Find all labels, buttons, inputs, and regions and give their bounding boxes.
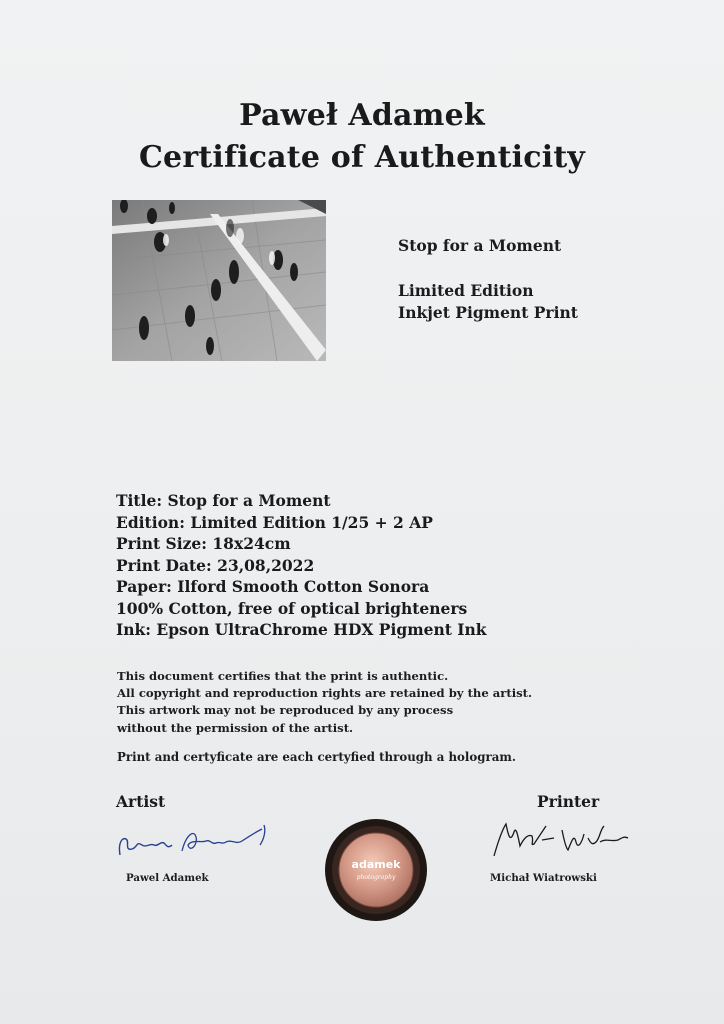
printer-name: Michał Wiatrowski (490, 872, 597, 884)
printer-role-label: Printer (537, 792, 600, 811)
legal-line: without the permission of the artist. (117, 720, 354, 735)
print-type: Inkjet Pigment Print (398, 303, 578, 322)
artwork-photo (112, 200, 326, 361)
printer-signature (488, 812, 638, 862)
detail-print-size: Print Size: 18x24cm (116, 534, 291, 553)
detail-edition: Edition: Limited Edition 1/25 + 2 AP (116, 512, 433, 532)
legal-statement (117, 668, 532, 737)
edition-type: Limited Edition (398, 281, 534, 300)
detail-ink: Ink: Epson UltraChrome HDX Pigment Ink (116, 620, 487, 639)
street-photo-icon (112, 200, 326, 361)
seal-sub: photography (356, 874, 396, 881)
details-list (116, 490, 487, 641)
artwork-side-title: Stop for a Moment (398, 236, 562, 255)
artist-role-label: Artist (116, 792, 166, 811)
hologram-seal (324, 818, 428, 922)
artist-name: Pawel Adamek (126, 872, 209, 884)
hologram-note: Print and certyficate are each certyfied through a hologram. (117, 750, 516, 764)
legal-line: This document certifies that the print is authentic. (117, 669, 449, 683)
detail-paper: Paper: Ilford Smooth Cotton Sonora (116, 577, 430, 596)
detail-paper-spec: 100% Cotton, free of optical brighteners (116, 598, 468, 618)
certificate-title: Certificate of Authenticity (138, 140, 586, 175)
legal-line: All copyright and reproduction rights are retained by the artist. (117, 686, 533, 701)
artist-signature (112, 815, 282, 863)
seal-brand: adamek (351, 858, 401, 871)
artist-name-heading: Paweł Adamek (239, 98, 485, 133)
legal-line: This artwork may not be reproduced by any process (117, 703, 454, 718)
detail-print-date: Print Date: 23,08,2022 (116, 555, 315, 575)
detail-title: Title: Stop for a Moment (116, 491, 331, 510)
